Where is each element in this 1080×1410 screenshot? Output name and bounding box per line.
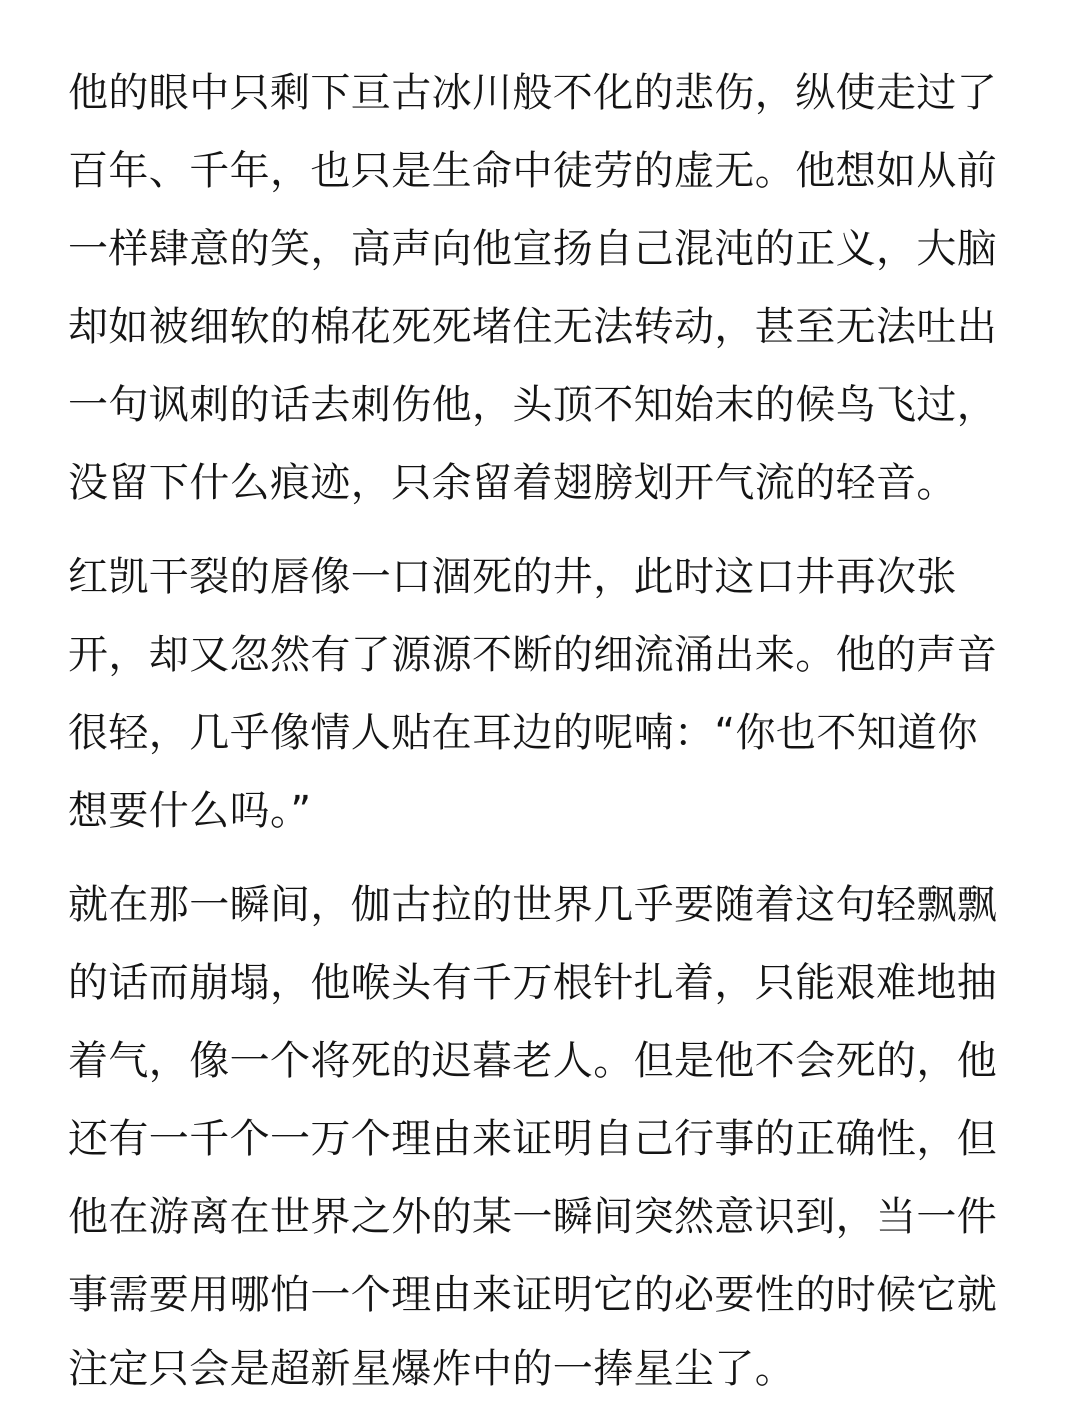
paragraph-3-line-1: 就在那一瞬间，伽古拉的世界几乎要随着这句轻飘飘 — [68, 882, 998, 928]
paragraph-3-line-7: 注定只会是超新星爆炸中的一捧星尘了。 — [68, 1346, 796, 1392]
paragraph-1-line-4: 却如被细软的棉花死死堵住无法转动，甚至无法吐出 — [68, 304, 998, 350]
paragraph-3-line-2: 的话而崩塌，他喉头有千万根针扎着，只能艰难地抽 — [68, 960, 998, 1006]
paragraph-2-line-3: 很轻，几乎像情人贴在耳边的呢喃：“你也不知道你 — [68, 710, 978, 756]
paragraph-2-line-4: 想要什么吗。” — [68, 788, 312, 834]
paragraph-3-line-6: 事需要用哪怕一个理由来证明它的必要性的时候它就 — [68, 1272, 998, 1318]
paragraph-2-line-2: 开，却又忽然有了源源不断的细流涌出来。他的声音 — [68, 632, 998, 678]
paragraph-1-line-1: 他的眼中只剩下亘古冰川般不化的悲伤，纵使走过了 — [68, 70, 998, 116]
paragraph-3-line-4: 还有一千个一万个理由来证明自己行事的正确性，但 — [68, 1116, 998, 1162]
paragraph-1-line-5: 一句讽刺的话去刺伤他，头顶不知始末的候鸟飞过， — [68, 382, 998, 428]
paragraph-1-line-3: 一样肆意的笑，高声向他宣扬自己混沌的正义，大脑 — [68, 226, 998, 272]
paragraph-1-line-6: 没留下什么痕迹，只余留着翅膀划开气流的轻音。 — [68, 460, 957, 506]
paragraph-2-line-1: 红凯干裂的唇像一口涸死的井，此时这口井再次张 — [68, 554, 957, 600]
paragraph-3-line-3: 着气，像一个将死的迟暮老人。但是他不会死的，他 — [68, 1038, 998, 1084]
paragraph-3-line-5: 他在游离在世界之外的某一瞬间突然意识到，当一件 — [68, 1194, 998, 1240]
paragraph-1-line-2: 百年、千年，也只是生命中徒劳的虚无。他想如从前 — [68, 148, 998, 194]
